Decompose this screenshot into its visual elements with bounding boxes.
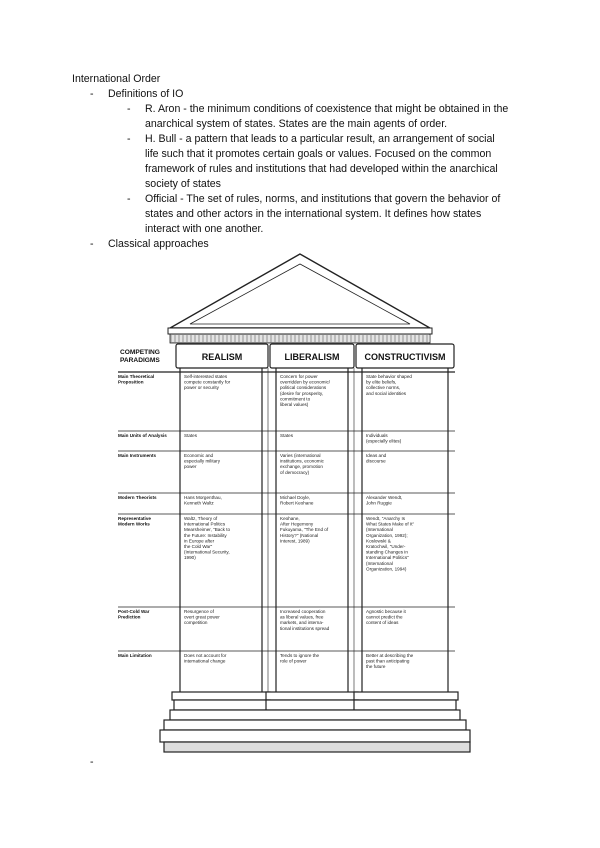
table-cell-line: Ideas and (366, 453, 387, 458)
table-cell-line: collective norms, (366, 385, 401, 391)
table-cell-line: (International (366, 527, 393, 533)
table-cell-line: Economic and (184, 453, 214, 458)
competing-paradigms-temple-figure (110, 250, 490, 760)
table-cell-line: (International Security, (184, 549, 230, 555)
table-cell-line: standing Changes in (366, 549, 408, 555)
sub-bullet-dash: - (127, 133, 131, 145)
table-cell-line: After Hegemony (280, 521, 314, 527)
table-cell-line: the Future: Instability (184, 532, 227, 538)
table-cell-line: competition (184, 620, 208, 626)
table-cell-line: Kratochwil, "Under- (366, 544, 406, 549)
row-label: Main Theoretical (118, 374, 155, 379)
column-header-constructivism: CONSTRUCTIVISM (364, 352, 446, 362)
table-cell-line: markets, and interna- (280, 620, 324, 626)
table-cell-line: State behavior shaped (366, 374, 412, 379)
table-cell-line: overridden by economic/ (280, 379, 331, 385)
table-cell-line: the future (366, 664, 386, 670)
table-cell-line: Mearsheimer, "Back to (184, 527, 231, 533)
column-header-realism: REALISM (201, 352, 243, 362)
table-cell-line: Resurgence of (184, 609, 214, 614)
table-cell-line: role of power (280, 658, 307, 664)
table-cell-line: tional institutions spread (280, 625, 330, 631)
row-label: Post-Cold War (118, 609, 150, 614)
table-cell-line: 1990) (184, 555, 196, 561)
doc-title: International Order (72, 73, 161, 85)
bull-line-1: H. Bull - a pattern that leads to a particular result, an arrangement of social (145, 133, 495, 145)
row-label: Proposition (118, 379, 144, 385)
table-cell-line: the Cold War" (184, 544, 213, 549)
table-cell-line: Tends to ignore the (280, 653, 320, 658)
official-line-3: interact with one another. (145, 223, 264, 235)
bull-line-2: life such that it promotes certain goals or values. Focused on the common (145, 148, 492, 160)
table-cell-line: Does not account for (184, 653, 227, 658)
table-cell-line: Increased cooperation (280, 609, 326, 614)
table-cell-line: Koslowski & (366, 538, 391, 544)
competing-paradigms-label-1: COMPETING (120, 349, 160, 356)
row-label: Main Instruments (118, 453, 157, 458)
table-cell-line: power or security (184, 385, 219, 391)
column-header-liberalism: LIBERALISM (284, 352, 340, 362)
row-label: Main Limitation (118, 653, 152, 658)
table-cell-line: past than anticipating (366, 658, 410, 664)
table-cell-line: liberal values) (280, 402, 309, 407)
table-cell-line: John Ruggie (366, 500, 392, 506)
row-label: Representative (118, 516, 151, 521)
table-cell-line: institutions, economic (280, 458, 324, 464)
table-cell-line: especially military (184, 458, 220, 464)
row-label: Main Units of Analysis (118, 433, 167, 438)
table-cell-line: Hans Morgenthau, (184, 495, 222, 500)
table-cell-line: Alexander Wendt, (366, 495, 403, 500)
table-cell-line: Michael Doyle, (280, 495, 311, 500)
competing-paradigms-label-2: PARADIGMS (120, 357, 160, 364)
table-cell-line: by elite beliefs, (366, 379, 397, 385)
table-cell-line: Waltz, Theory of (184, 516, 218, 521)
temple-pediment (170, 254, 430, 328)
row-label: Modern Theorists (118, 495, 157, 500)
bullet-dash: - (90, 238, 94, 250)
table-cell-line: States (280, 433, 294, 438)
table-cell-line: Better at describing the (366, 653, 414, 658)
table-cell-line: overt great power (184, 614, 220, 620)
table-cell-line: Wendt, "Anarchy Is (366, 516, 406, 521)
row-label: Modern Works (118, 521, 150, 527)
table-cell-line: Fukuyama, "The End of (280, 527, 329, 533)
sub-bullet-dash: - (127, 103, 131, 115)
table-cell-line: Agnostic because it (366, 609, 406, 614)
table-cell-line: power (184, 464, 197, 470)
aron-line-2: anarchical system of states. States are the main agents of order. (145, 118, 448, 130)
official-line-2: states and other actors in the international system. It defines how states (145, 208, 482, 220)
table-cell-line: discourse (366, 458, 386, 464)
table-cell-line: Kenneth Waltz (184, 500, 214, 506)
table-cell-line: political considerations (280, 385, 327, 391)
table-cell-line: What States Make of It" (366, 521, 415, 527)
table-cell-line: of democracy) (280, 469, 310, 475)
table-cell-line: International Politics (184, 521, 226, 527)
temple-entablature (168, 328, 432, 343)
bullet-dash: - (90, 88, 94, 100)
aron-line-1: R. Aron - the minimum conditions of coexistence that might be obtained in the (145, 103, 509, 115)
table-cell-line: (especially elites) (366, 438, 402, 444)
table-cell-line: (International (366, 560, 393, 566)
table-cell-line: Self-interested states (184, 374, 228, 379)
table-cell-line: International Politics" (366, 555, 409, 561)
empty-bullet-dash: - (90, 756, 94, 768)
table-cell-line: compete constantly for (184, 379, 231, 385)
row-label: Prediction (118, 614, 141, 620)
bull-line-3: framework of rules and institutions that had developed within the anarchical (145, 163, 498, 175)
table-cell-line: in Europe after (184, 538, 215, 544)
table-cell-line: Interest, 1989) (280, 538, 310, 544)
table-cell-line: exchange, promotion (280, 464, 323, 470)
bull-line-4: society of states (145, 178, 221, 190)
table-cell-line: Concern for power (280, 374, 318, 379)
table-cell-line: content of ideas (366, 620, 399, 626)
paradigm-table (118, 372, 455, 669)
table-cell-line: Robert Keohane (280, 500, 314, 506)
official-line-1: Official - The set of rules, norms, and institutions that govern the behavior of (145, 193, 501, 205)
table-cell-line: international change (184, 658, 226, 664)
table-cell-line: Organization, 1994) (366, 566, 407, 572)
temple-base (160, 692, 470, 752)
table-cell-line: History?" (National (280, 532, 319, 538)
table-cell-line: as liberal values, free (280, 614, 324, 620)
table-cell-line: cannot predict the (366, 614, 403, 620)
sub-bullet-dash: - (127, 193, 131, 205)
table-cell-line: Keohane, (280, 516, 300, 521)
definitions-heading: Definitions of IO (108, 88, 184, 100)
table-cell-line: and social identities (366, 390, 407, 396)
table-cell-line: States (184, 433, 198, 438)
table-cell-line: Individuals (366, 433, 388, 438)
table-cell-line: commitment to (280, 396, 311, 402)
table-cell-line: Varies (international (280, 453, 321, 458)
table-cell-line: (desire for prosperity, (280, 390, 324, 396)
table-cell-line: Organization, 1992); (366, 532, 408, 538)
classical-approaches-heading: Classical approaches (108, 238, 209, 250)
